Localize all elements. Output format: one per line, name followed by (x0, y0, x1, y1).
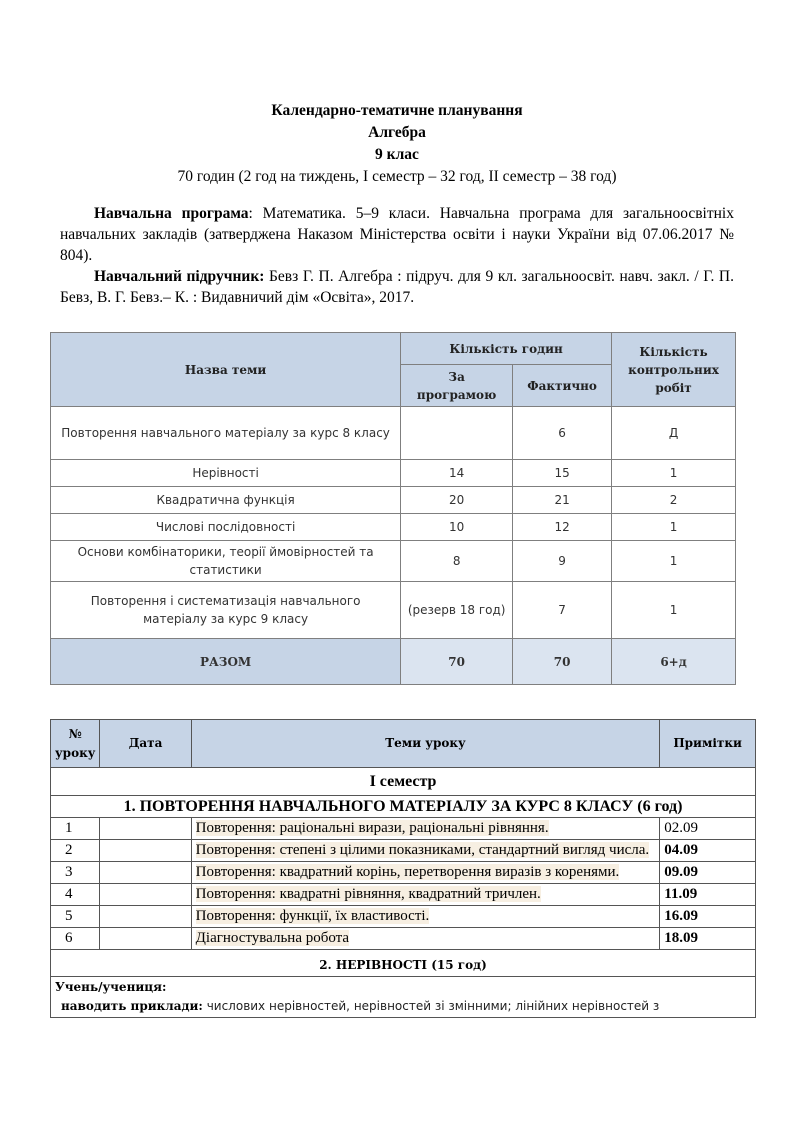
lesson-note: 18.09 (660, 928, 756, 950)
lesson-topic: Повторення: степені з цілими показниками, стандартний вигляд числа. (191, 840, 660, 862)
row-topic: Основи комбінаторики, теорії ймовірностей та статистики (51, 541, 401, 582)
lesson-num: 6 (51, 928, 100, 950)
lesson-date (100, 906, 191, 928)
row-planned (401, 407, 513, 460)
lesson-date (100, 818, 191, 840)
lesson-note: 16.09 (660, 906, 756, 928)
row-tests: 1 (612, 460, 736, 487)
header-lesson-topic: Теми уроку (191, 720, 660, 768)
outcome-label: наводить приклади: (61, 999, 203, 1013)
lesson-num: 3 (51, 862, 100, 884)
lesson-num: 1 (51, 818, 100, 840)
row-topic: Квадратична функція (51, 487, 401, 514)
total-row (51, 639, 736, 685)
header-date: Дата (100, 720, 191, 768)
header-notes: Примітки (660, 720, 756, 768)
row-planned: 20 (401, 487, 513, 514)
lesson-note: 02.09 (660, 818, 756, 840)
total-tests: 6+д (612, 639, 736, 685)
table-row (51, 541, 736, 582)
header-actual: Фактично (513, 365, 612, 407)
lessons-table (50, 719, 756, 1018)
row-planned: 8 (401, 541, 513, 582)
document-title: Календарно-тематичне планування (271, 102, 523, 119)
hours-subtitle: 70 годин (2 год на тиждень, І семестр – 32 год, ІІ семестр – 38 год) (177, 168, 617, 185)
lesson-row (51, 818, 756, 840)
row-topic: Нерівності (51, 460, 401, 487)
lesson-topic: Повторення: квадратні рівняння, квадратний тричлен. (191, 884, 660, 906)
header-hours: Кількість годин (401, 333, 612, 365)
row-actual: 15 (513, 460, 612, 487)
lesson-row (51, 840, 756, 862)
row-actual: 9 (513, 541, 612, 582)
student-label: Учень/учениця: (55, 980, 167, 994)
lesson-date (100, 862, 191, 884)
row-tests: Д (612, 407, 736, 460)
row-tests: 1 (612, 514, 736, 541)
table-row (51, 487, 736, 514)
grade-title: 9 клас (375, 146, 419, 163)
program-text: : Математика. 5–9 класи. Навчальна програма для загальноосвітніх навчальних закладів (затверджена Наказом Міністерства освіти і науки України від 07.06.2017 № 804). (60, 205, 734, 264)
lesson-topic: Повторення: функції, їх властивості. (191, 906, 660, 928)
header-lesson-num: № уроку (51, 720, 100, 768)
lesson-note: 11.09 (660, 884, 756, 906)
lesson-topic: Повторення: раціональні вирази, раціональні рівняння. (191, 818, 660, 840)
textbook-label: Навчальний підручник: (94, 268, 265, 285)
lesson-num: 2 (51, 840, 100, 862)
row-topic: Повторення і систематизація навчального матеріалу за курс 9 класу (51, 582, 401, 639)
semester-heading: І семестр (51, 768, 756, 796)
lesson-note: 09.09 (660, 862, 756, 884)
textbook-text: Бевз Г. П. Алгебра : підруч. для 9 кл. загальноосвіт. навч. закл. / Г. П. Бевз, В. Г. Бевз.– К. : Видавничий дім «Освіта», 2017. (60, 268, 734, 306)
row-planned: (резерв 18 год) (401, 582, 513, 639)
outcome-text: числових нерівностей, нерівностей зі змінними; лінійних нерівностей з (202, 999, 660, 1013)
subject-title: Алгебра (368, 124, 426, 141)
row-topic: Повторення навчального матеріалу за курс 8 класу (51, 407, 401, 460)
total-planned: 70 (401, 639, 513, 685)
row-planned: 10 (401, 514, 513, 541)
document-header (0, 100, 794, 188)
row-actual: 6 (513, 407, 612, 460)
row-planned: 14 (401, 460, 513, 487)
total-actual: 70 (513, 639, 612, 685)
lesson-num: 4 (51, 884, 100, 906)
row-actual: 7 (513, 582, 612, 639)
row-actual: 21 (513, 487, 612, 514)
lesson-date (100, 840, 191, 862)
learning-outcomes (51, 977, 756, 1018)
row-topic: Числові послідовності (51, 514, 401, 541)
row-tests: 1 (612, 582, 736, 639)
table-row (51, 407, 736, 460)
lesson-date (100, 884, 191, 906)
lesson-date (100, 928, 191, 950)
header-planned: За програмою (401, 365, 513, 407)
section-heading: 1. ПОВТОРЕННЯ НАВЧАЛЬНОГО МАТЕРІАЛУ ЗА КУРС 8 КЛАСУ (6 год) (51, 796, 756, 818)
total-label: РАЗОМ (51, 639, 401, 685)
header-tests: Кількість контрольних робіт (612, 333, 736, 407)
header-topic: Назва теми (51, 333, 401, 407)
lesson-topic: Повторення: квадратний корінь, перетворення виразів з коренями. (191, 862, 660, 884)
summary-table (50, 332, 736, 685)
table-row (51, 582, 736, 639)
lesson-num: 5 (51, 906, 100, 928)
table-row (51, 460, 736, 487)
section-heading: 2. НЕРІВНОСТІ (15 год) (51, 950, 756, 977)
lesson-row (51, 862, 756, 884)
lesson-note: 04.09 (660, 840, 756, 862)
program-paragraph (60, 203, 734, 266)
lesson-row (51, 928, 756, 950)
row-tests: 2 (612, 487, 736, 514)
table-row (51, 514, 736, 541)
row-actual: 12 (513, 514, 612, 541)
program-label: Навчальна програма (94, 205, 249, 222)
lesson-row (51, 906, 756, 928)
lesson-row (51, 884, 756, 906)
lesson-topic: Діагностувальна робота (191, 928, 660, 950)
textbook-paragraph (60, 266, 734, 308)
row-tests: 1 (612, 541, 736, 582)
